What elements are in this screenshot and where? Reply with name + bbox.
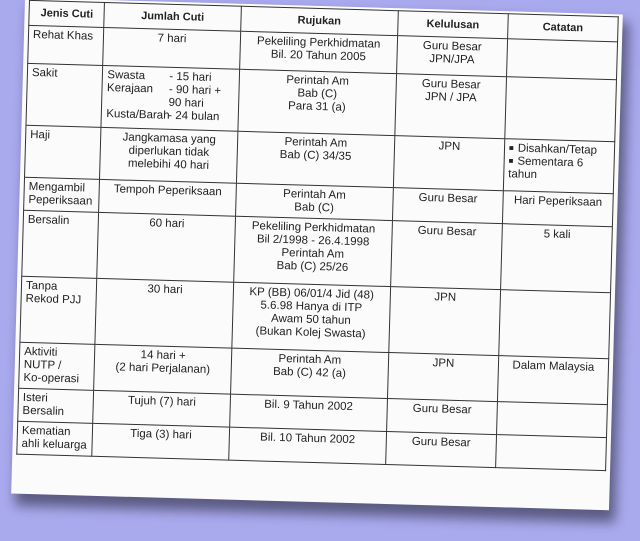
cell-jumlah-cuti-line: (2 hari Perjalanan)	[115, 361, 211, 377]
cell-rujukan-line: Bil. 9 Tahun 2002	[264, 398, 354, 414]
cell-jenis-cuti	[22, 210, 99, 278]
cell-jumlah-cuti	[95, 278, 233, 348]
cell-jenis-cuti-line: Isteri	[22, 391, 48, 405]
cell-jenis-cuti	[24, 177, 100, 212]
cell-jumlah-cuti-line: Jangkamasa yang	[122, 131, 217, 147]
cell-jenis-cuti-line: Rehat Khas	[32, 28, 94, 43]
cell-jenis-cuti	[19, 342, 96, 390]
cell-rujukan-line: Perintah Am	[286, 74, 350, 88]
cell-jenis-cuti-line: Tanpa	[25, 279, 58, 293]
cell-rujukan-line: Bab (C) 42 (a)	[272, 365, 347, 380]
cell-catatan-line: Hari Peperiksaan	[513, 194, 603, 209]
cell-jumlah-cuti-line: 7 hari	[157, 32, 187, 46]
cell-jenis-cuti-line: ahli keluarga	[21, 437, 87, 452]
cell-rujukan	[229, 394, 387, 431]
cell-rujukan-line: Bab (C) 25/26	[276, 259, 349, 274]
cell-kelulusan-line: Guru Besar	[411, 435, 471, 450]
cell-jenis-cuti-line: Ko-operasi	[23, 371, 80, 386]
jumlah-type: Kerajaan	[106, 82, 154, 96]
cell-kelulusan	[389, 287, 501, 356]
cell-catatan	[506, 39, 617, 80]
cell-rujukan	[238, 69, 397, 135]
cell-rujukan	[239, 31, 397, 73]
header-jumlah-cuti: Jumlah Cuti	[104, 2, 241, 31]
header-rujukan: Rujukan	[240, 6, 398, 35]
cell-rujukan-line: Perintah Am	[278, 352, 342, 367]
jumlah-breakdown	[106, 69, 235, 125]
cell-catatan	[505, 77, 617, 142]
cell-jenis-cuti-line: Aktiviti	[23, 345, 58, 359]
cell-rujukan-line: Bab (C) 34/35	[279, 148, 352, 163]
cell-rujukan	[236, 131, 395, 187]
cell-jenis-cuti-line: Peperiksaan	[28, 193, 93, 208]
cell-jumlah-cuti	[103, 27, 240, 69]
cell-jenis-cuti	[28, 25, 104, 65]
cell-jumlah-cuti-line: Tiga (3) hari	[130, 427, 192, 442]
table-body	[17, 25, 618, 470]
cell-rujukan	[232, 282, 391, 352]
cell-jumlah-cuti-line: melebihi 40 hari	[127, 157, 210, 172]
cell-jumlah-cuti	[99, 179, 236, 216]
cell-jenis-cuti-line: Mengambil	[28, 180, 86, 195]
cell-jumlah-cuti-line: 14 hari +	[140, 349, 186, 363]
cell-kelulusan-line: Guru Besar	[421, 77, 481, 92]
cell-kelulusan	[387, 353, 498, 402]
header-jenis-cuti: Jenis Cuti	[29, 0, 105, 27]
cell-kelulusan-line: JPN/JPA	[429, 53, 475, 67]
cell-jumlah-cuti	[100, 127, 238, 183]
cell-jenis-cuti	[17, 421, 93, 456]
cell-jumlah-cuti-line: diperlukan tidak	[128, 144, 210, 159]
cell-rujukan-line: Bab (C)	[297, 87, 338, 101]
cell-kelulusan-line: JPN	[432, 357, 455, 370]
cell-kelulusan-line: Guru Besar	[417, 224, 477, 239]
cell-jumlah-cuti-line: 60 hari	[149, 217, 185, 231]
catatan-bullet-item: ■ Sementara 6 tahun	[508, 155, 610, 184]
cell-kelulusan	[392, 188, 503, 224]
cell-jenis-cuti-line: NUTP /	[23, 358, 62, 372]
cell-rujukan-line: (Bukan Kolej Swasta)	[255, 325, 366, 341]
cell-rujukan-line: Pekeliling Perkhidmatan	[251, 220, 376, 236]
cell-kelulusan-line: Guru Besar	[412, 402, 472, 417]
cell-jenis-cuti-line: Kematian	[21, 424, 71, 439]
jumlah-value: 90 hari	[168, 96, 204, 110]
cell-jumlah-cuti	[97, 212, 235, 282]
cell-jumlah-cuti-line: Tempoh Peperiksaan	[113, 183, 222, 199]
header-catatan: Catatan	[508, 14, 619, 42]
cell-kelulusan	[396, 36, 507, 77]
cell-jenis-cuti-line: Haji	[30, 128, 51, 142]
cell-kelulusan-line: Guru Besar	[418, 191, 478, 206]
cell-kelulusan-line: JPN / JPA	[424, 90, 477, 105]
cell-jenis-cuti-line: Bersalin	[22, 404, 65, 418]
cell-rujukan-line: Perintah Am	[282, 188, 346, 202]
cell-jenis-cuti	[25, 125, 102, 179]
cell-jumlah-cuti	[93, 390, 230, 427]
cell-rujukan-line: Bil 2/1998 - 26.4.1998	[256, 233, 370, 249]
cell-jumlah-cuti	[92, 423, 229, 460]
cell-rujukan	[235, 183, 393, 220]
cell-jenis-cuti-line: Bersalin	[27, 213, 70, 228]
header-kelulusan: Kelulusan	[398, 11, 509, 39]
cell-rujukan-line: Bil. 10 Tahun 2002	[259, 431, 356, 447]
jumlah-value: - 15 hari	[169, 70, 212, 84]
cell-rujukan-line: Para 31 (a)	[287, 100, 346, 114]
cell-jumlah-cuti	[101, 65, 239, 131]
cell-catatan	[503, 139, 614, 194]
cell-rujukan	[233, 216, 392, 286]
cell-jumlah-cuti-line: Tujuh (7) hari	[127, 394, 197, 409]
cell-jenis-cuti	[18, 388, 94, 423]
cell-kelulusan-line: JPN	[438, 140, 461, 153]
cell-rujukan-line: Perintah Am	[281, 247, 345, 261]
cell-kelulusan	[391, 221, 503, 290]
cell-jenis-cuti-line: Sakit	[31, 66, 58, 80]
cell-catatan-line: Dalam Malaysia	[512, 359, 595, 374]
cell-jumlah-cuti	[94, 344, 231, 394]
cell-jenis-cuti	[20, 276, 97, 344]
jumlah-type: Kusta/Barah	[106, 108, 170, 122]
cell-jumlah-cuti-line: 30 hari	[147, 283, 183, 297]
cell-rujukan	[230, 348, 388, 398]
cell-catatan	[496, 435, 607, 471]
cell-catatan	[502, 191, 613, 227]
cell-rujukan-line: Perintah Am	[284, 136, 348, 150]
cell-kelulusan	[393, 136, 504, 191]
cell-rujukan-line: KP (BB) 06/01/4 Jid (48)	[249, 286, 375, 302]
cell-kelulusan	[386, 399, 497, 435]
cell-catatan	[500, 224, 612, 293]
cell-jenis-cuti	[26, 63, 103, 127]
cell-rujukan-line: Bil. 20 Tahun 2005	[270, 48, 366, 64]
cell-rujukan-line: Pekeliling Perkhidmatan	[256, 35, 381, 51]
cell-rujukan-line: Bab (C)	[294, 201, 335, 215]
cell-catatan	[499, 290, 611, 359]
cell-rujukan-line: Awam 50 tahun	[270, 312, 351, 327]
document-page	[11, 0, 623, 510]
cell-kelulusan	[386, 432, 497, 468]
catatan-bullet-item: ■ Disahkan/Tetap	[509, 142, 610, 158]
cell-kelulusan-line: Guru Besar	[422, 39, 482, 54]
cell-kelulusan	[395, 74, 507, 139]
cell-catatan	[496, 402, 607, 438]
cell-catatan	[497, 356, 608, 405]
cell-rujukan-line: 5.6.98 Hanya di ITP	[260, 299, 363, 315]
cell-catatan-line: 5 kali	[543, 228, 571, 242]
jumlah-value: - 24 bulan	[168, 109, 220, 124]
jumlah-value: - 90 hari +	[168, 83, 222, 98]
cell-kelulusan-line: JPN	[434, 291, 457, 304]
jumlah-type: Swasta	[107, 69, 146, 83]
cell-rujukan	[228, 427, 386, 464]
leave-table	[16, 0, 618, 471]
cell-jenis-cuti-line: Rekod PJJ	[25, 292, 82, 307]
